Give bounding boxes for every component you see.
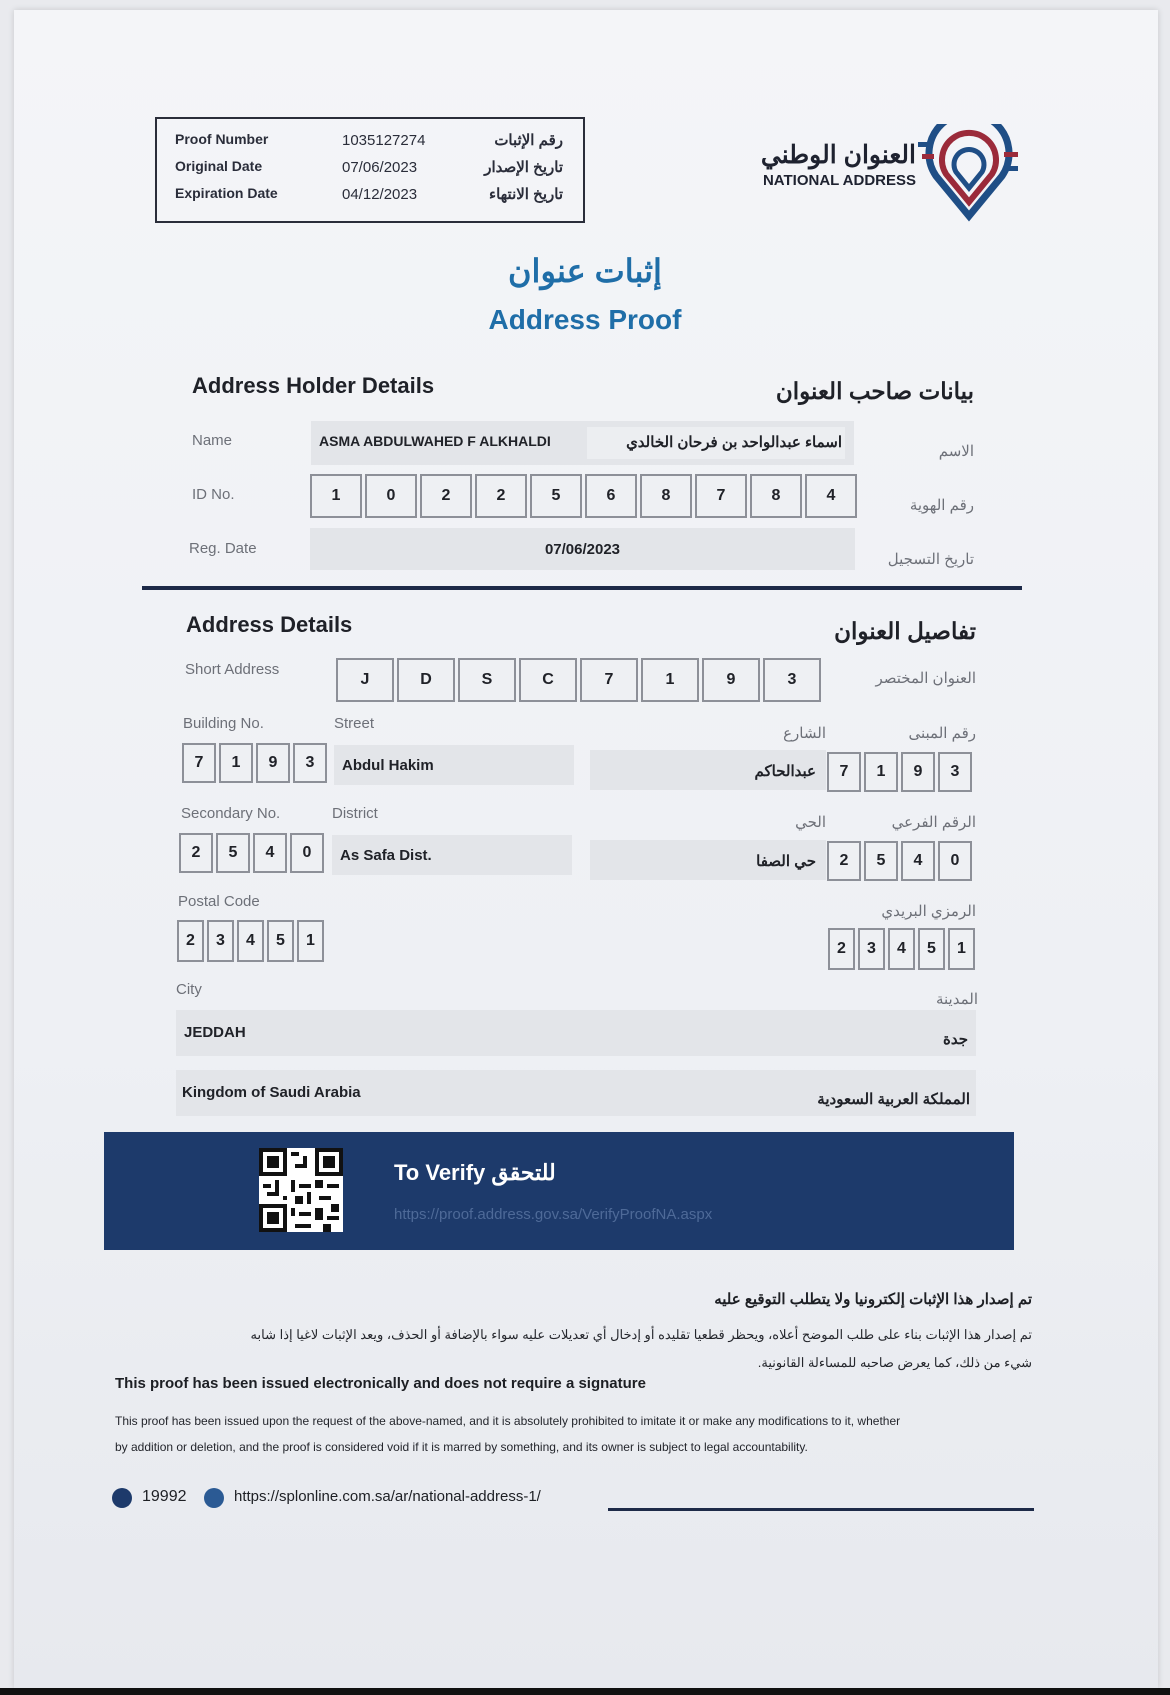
city-field — [176, 1010, 976, 1056]
street-field-en — [334, 745, 574, 785]
title-ar: إثبات عنوان — [508, 253, 662, 289]
original-date-label: Original Date — [175, 158, 263, 174]
verify-label: To Verify للتحقق — [394, 1160, 556, 1185]
postal-code-boxes — [177, 920, 327, 962]
building-digit-box: 3 — [938, 752, 972, 792]
logo-text — [726, 140, 916, 189]
secondary-number-boxes-ar — [827, 841, 975, 881]
secondary-digit-box: 0 — [938, 841, 972, 881]
proof-info-box — [155, 117, 585, 223]
postal-digit-box: 4 — [237, 920, 264, 962]
street-label: Street — [334, 715, 375, 732]
city-label: City — [176, 981, 202, 998]
footer-heading-en: This proof has been issued electronically and does not require a signature — [115, 1375, 646, 1392]
street-value-ar: عبدالحاكم — [754, 763, 816, 780]
building-label: Building No. — [183, 715, 264, 732]
section-divider — [142, 586, 1022, 590]
id-digit-box: 7 — [695, 474, 747, 518]
verify-url-link[interactable]: https://proof.address.gov.sa/VerifyProofNA.aspx — [394, 1206, 713, 1223]
short-address-char-box: D — [397, 658, 455, 702]
street-value-en: Abdul Hakim — [342, 757, 434, 774]
district-field-en — [332, 835, 572, 875]
expiration-date-label: Expiration Date — [175, 185, 278, 201]
footer-heading-ar: تم إصدار هذا الإثبات إلكترونيا ولا يتطلب التوقيع عليه — [714, 1291, 1032, 1308]
country-value-en: Kingdom of Saudi Arabia — [182, 1084, 361, 1101]
bottom-black-bar — [0, 1688, 1170, 1695]
name-value-en: ASMA ABDULWAHED F ALKHALDI — [319, 433, 551, 449]
street-label-ar: الشارع — [783, 725, 826, 742]
city-value-ar: جدة — [942, 1031, 968, 1048]
short-address-char-box: 1 — [641, 658, 699, 702]
name-value-ar: اسماء عبدالواحد بن فرحان الخالدي — [626, 434, 842, 451]
secondary-label-ar: الرقم الفرعي — [891, 814, 976, 831]
logo-text-en: NATIONAL ADDRESS — [762, 172, 916, 189]
reg-date-label: Reg. Date — [189, 540, 257, 557]
district-label-ar: الحي — [795, 814, 826, 831]
postal-digit-box: 3 — [858, 928, 885, 970]
id-digit-box: 8 — [750, 474, 802, 518]
footer-body-en-2: by addition or deletion, and the proof is considered void if it is marred by something, and its owner is subject to legal accountability. — [115, 1440, 808, 1454]
postal-digit-box: 5 — [267, 920, 294, 962]
name-field — [311, 421, 854, 465]
proof-number-label-ar: رقم الإثبات — [494, 132, 563, 149]
country-value-ar: المملكة العربية السعودية — [817, 1091, 970, 1108]
expiration-date-label-ar: تاريخ الانتهاء — [489, 186, 563, 203]
reg-date-value: 07/06/2023 — [544, 541, 621, 558]
short-address-char-box: C — [519, 658, 577, 702]
short-address-char-box: 7 — [580, 658, 638, 702]
short-address-char-box: J — [336, 658, 394, 702]
id-digit-box: 0 — [365, 474, 417, 518]
footer-phone: 19992 — [142, 1488, 187, 1505]
postal-digit-box: 2 — [828, 928, 855, 970]
proof-number-value: 1035127274 — [342, 132, 426, 149]
building-digit-box: 1 — [864, 752, 898, 792]
short-address-boxes — [336, 658, 824, 702]
address-section-title: Address Details — [186, 612, 353, 637]
street-field-ar — [590, 750, 826, 790]
secondary-digit-box: 4 — [901, 841, 935, 881]
postal-digit-box: 5 — [918, 928, 945, 970]
verify-banner — [104, 1132, 1014, 1250]
building-digit-box: 1 — [219, 743, 253, 783]
secondary-digit-box: 0 — [290, 833, 324, 873]
reg-date-field — [310, 528, 855, 570]
footer-body-ar-2: شيء من ذلك، كما يعرض صاحبه للمساءلة القانونية. — [757, 1355, 1032, 1370]
footer-body-ar-1: تم إصدار هذا الإثبات بناء على طلب الموضح أعلاه، ويحظر قطعيا تقليده أو إدخال أي تعديلات عليه سواء بالإضافة أو الحذف، ويعد الإثبات لاغيا إذا شابه — [250, 1327, 1032, 1342]
globe-icon — [204, 1488, 224, 1508]
secondary-digit-box: 4 — [253, 833, 287, 873]
short-address-label-ar: العنوان المختصر — [875, 670, 976, 687]
id-label-ar: رقم الهوية — [909, 497, 974, 514]
district-field-ar — [590, 840, 826, 880]
postal-code-label-ar: الرمزي البريدي — [881, 903, 976, 920]
id-digit-box: 5 — [530, 474, 582, 518]
id-number-boxes — [310, 474, 860, 518]
footer-line — [608, 1508, 1034, 1511]
short-address-char-box: 9 — [702, 658, 760, 702]
postal-digit-box: 2 — [177, 920, 204, 962]
id-digit-box: 2 — [420, 474, 472, 518]
short-address-char-box: S — [458, 658, 516, 702]
postal-digit-box: 1 — [297, 920, 324, 962]
building-digit-box: 7 — [182, 743, 216, 783]
national-address-logo-icon — [918, 124, 1020, 229]
city-value-en: JEDDAH — [184, 1024, 246, 1041]
building-number-boxes — [182, 743, 330, 783]
id-label: ID No. — [192, 486, 235, 503]
district-value-en: As Safa Dist. — [340, 847, 432, 864]
original-date-value: 07/06/2023 — [342, 159, 418, 176]
building-digit-box: 3 — [293, 743, 327, 783]
building-digit-box: 9 — [901, 752, 935, 792]
reg-date-label-ar: تاريخ التسجيل — [887, 551, 974, 568]
title-en: Address Proof — [488, 304, 682, 335]
footer-website-link[interactable]: https://splonline.com.sa/ar/national-address-1/ — [234, 1488, 541, 1505]
postal-digit-box: 4 — [888, 928, 915, 970]
postal-digit-box: 1 — [948, 928, 975, 970]
secondary-digit-box: 5 — [216, 833, 250, 873]
holder-section-title-ar: بيانات صاحب العنوان — [775, 378, 974, 404]
district-value-ar: حي الصفا — [756, 853, 816, 870]
id-digit-box: 6 — [585, 474, 637, 518]
address-section-title-ar: تفاصيل العنوان — [834, 618, 976, 644]
secondary-digit-box: 5 — [864, 841, 898, 881]
building-label-ar: رقم المبنى — [908, 725, 976, 742]
expiration-date-value: 04/12/2023 — [342, 186, 418, 203]
secondary-number-boxes — [179, 833, 327, 873]
building-number-boxes-ar — [827, 752, 975, 792]
footer-body-en-1: This proof has been issued upon the request of the above-named, and it is absolutely prohibited to imitate it or make any modifications to it, whether — [115, 1414, 901, 1428]
id-digit-box: 1 — [310, 474, 362, 518]
qr-code-icon[interactable] — [259, 1148, 343, 1232]
id-digit-box: 8 — [640, 474, 692, 518]
postal-code-label: Postal Code — [178, 893, 260, 910]
building-digit-box: 7 — [827, 752, 861, 792]
id-digit-box: 4 — [805, 474, 857, 518]
short-address-char-box: 3 — [763, 658, 821, 702]
logo-text-ar: العنوان الوطني — [760, 141, 916, 169]
name-label-ar: الاسم — [938, 443, 974, 460]
original-date-label-ar: تاريخ الإصدار — [484, 159, 563, 176]
postal-code-boxes-ar — [828, 928, 978, 970]
name-label: Name — [192, 432, 233, 449]
secondary-label: Secondary No. — [181, 805, 281, 822]
short-address-label: Short Address — [185, 661, 280, 678]
secondary-digit-box: 2 — [179, 833, 213, 873]
holder-section-title: Address Holder Details — [192, 373, 435, 398]
proof-number-label: Proof Number — [175, 131, 269, 147]
secondary-digit-box: 2 — [827, 841, 861, 881]
district-label: District — [332, 805, 378, 822]
phone-icon — [112, 1488, 132, 1508]
country-field — [176, 1070, 976, 1116]
city-label-ar: المدينة — [935, 991, 978, 1008]
postal-digit-box: 3 — [207, 920, 234, 962]
id-digit-box: 2 — [475, 474, 527, 518]
building-digit-box: 9 — [256, 743, 290, 783]
